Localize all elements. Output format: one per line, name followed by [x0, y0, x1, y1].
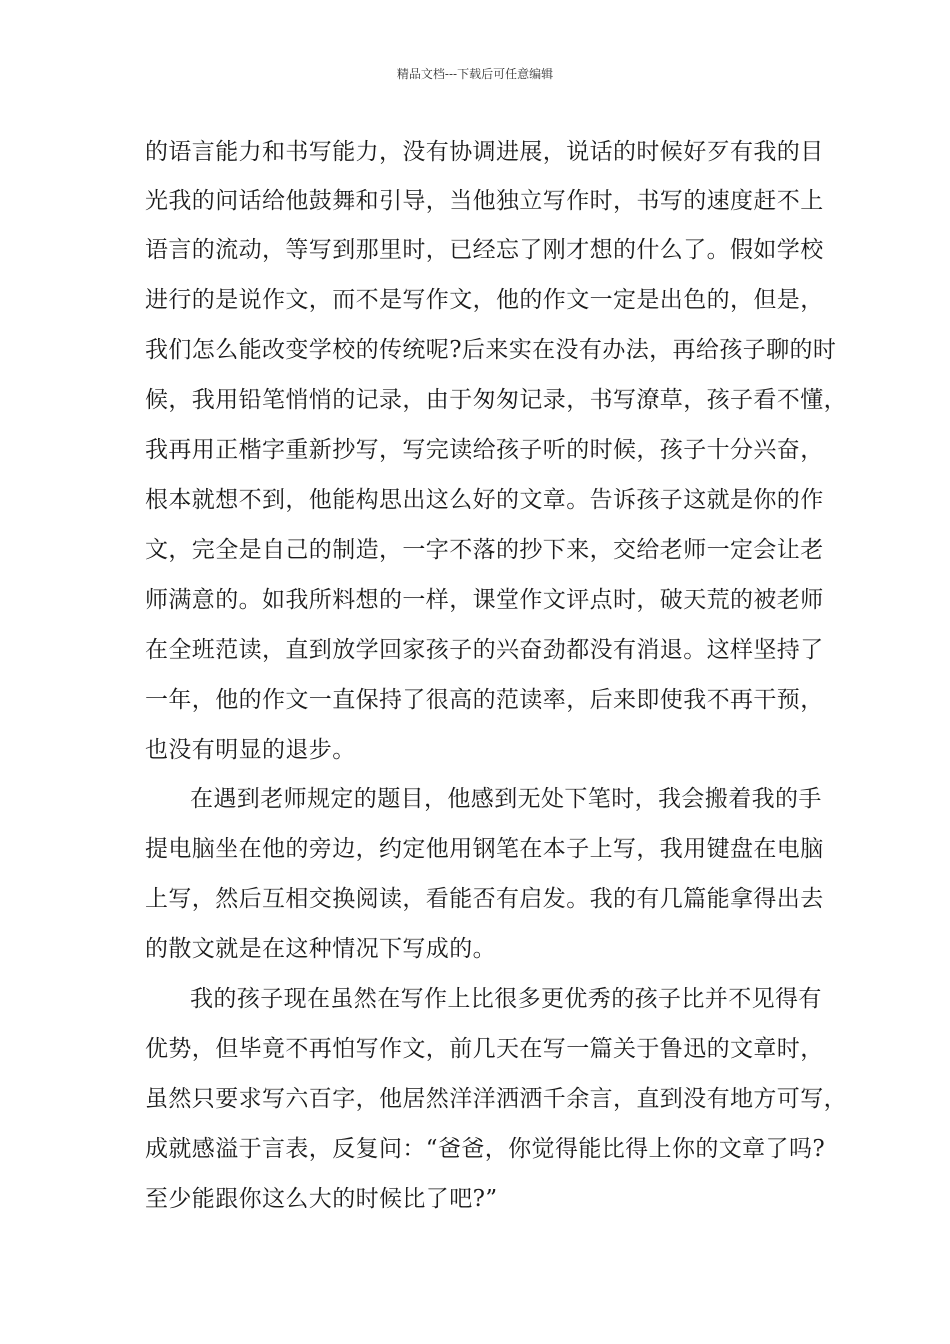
text-line: 师满意的。如我所料想的一样，课堂作文评点时，破天荒的被老师 — [145, 587, 824, 613]
text-line: 的散文就是在这种情况下写成的。 — [145, 936, 496, 962]
text-line: 的语言能力和书写能力，没有协调进展，说话的时候好歹有我的目 — [145, 139, 824, 165]
text-line: 一年，他的作文一直保持了很高的范读率，后来即使我不再干预， — [145, 687, 824, 713]
page-header: 精品文档---下载后可任意编辑 — [396, 67, 554, 81]
text-line: 提电脑坐在他的旁边，约定他用钢笔在本子上写，我用键盘在电脑 — [145, 836, 824, 862]
text-line: 在全班范读，直到放学回家孩子的兴奋劲都没有消退。这样坚持了 — [145, 637, 824, 663]
text-line: 优势，但毕竟不再怕写作文，前几天在写一篇关于鲁迅的文章时， — [145, 1036, 824, 1062]
text-line: 我的孩子现在虽然在写作上比很多更优秀的孩子比并不见得有 — [190, 986, 822, 1012]
text-line: 我再用正楷字重新抄写，写完读给孩子听的时候，孩子十分兴奋， — [145, 437, 824, 463]
text-line: 虽然只要求写六百字，他居然洋洋洒洒千余言，直到没有地方可写， — [145, 1086, 847, 1112]
text-line: 光我的问话给他鼓舞和引导，当他独立写作时，书写的速度赶不上 — [145, 188, 824, 214]
text-line: 上写，然后互相交换阅读，看能否有启发。我的有几篇能拿得出去 — [145, 886, 824, 912]
text-line: 我们怎么能改变学校的传统呢?后来实在没有办法，再给孩子聊的时 — [145, 337, 837, 363]
text-line: 根本就想不到，他能构思出这么好的文章。告诉孩子这就是你的作 — [145, 487, 824, 513]
text-line: 在遇到老师规定的题目，他感到无处下笔时，我会搬着我的手 — [190, 786, 822, 812]
text-line: 也没有明显的退步。 — [145, 737, 356, 763]
text-line: 至少能跟你这么大的时候比了吧?” — [145, 1186, 498, 1212]
text-line: 候，我用铅笔悄悄的记录，由于匆匆记录，书写潦草，孩子看不懂， — [145, 387, 847, 413]
text-line: 成就感溢于言表，反复问：“爸爸，你觉得能比得上你的文章了吗? — [145, 1136, 826, 1162]
text-line: 语言的流动，等写到那里时，已经忘了刚才想的什么了。假如学校 — [145, 237, 824, 263]
text-line: 进行的是说作文，而不是写作文，他的作文一定是出色的，但是， — [145, 287, 824, 313]
text-line: 文，完全是自己的制造，一字不落的抄下来，交给老师一定会让老 — [145, 537, 824, 563]
